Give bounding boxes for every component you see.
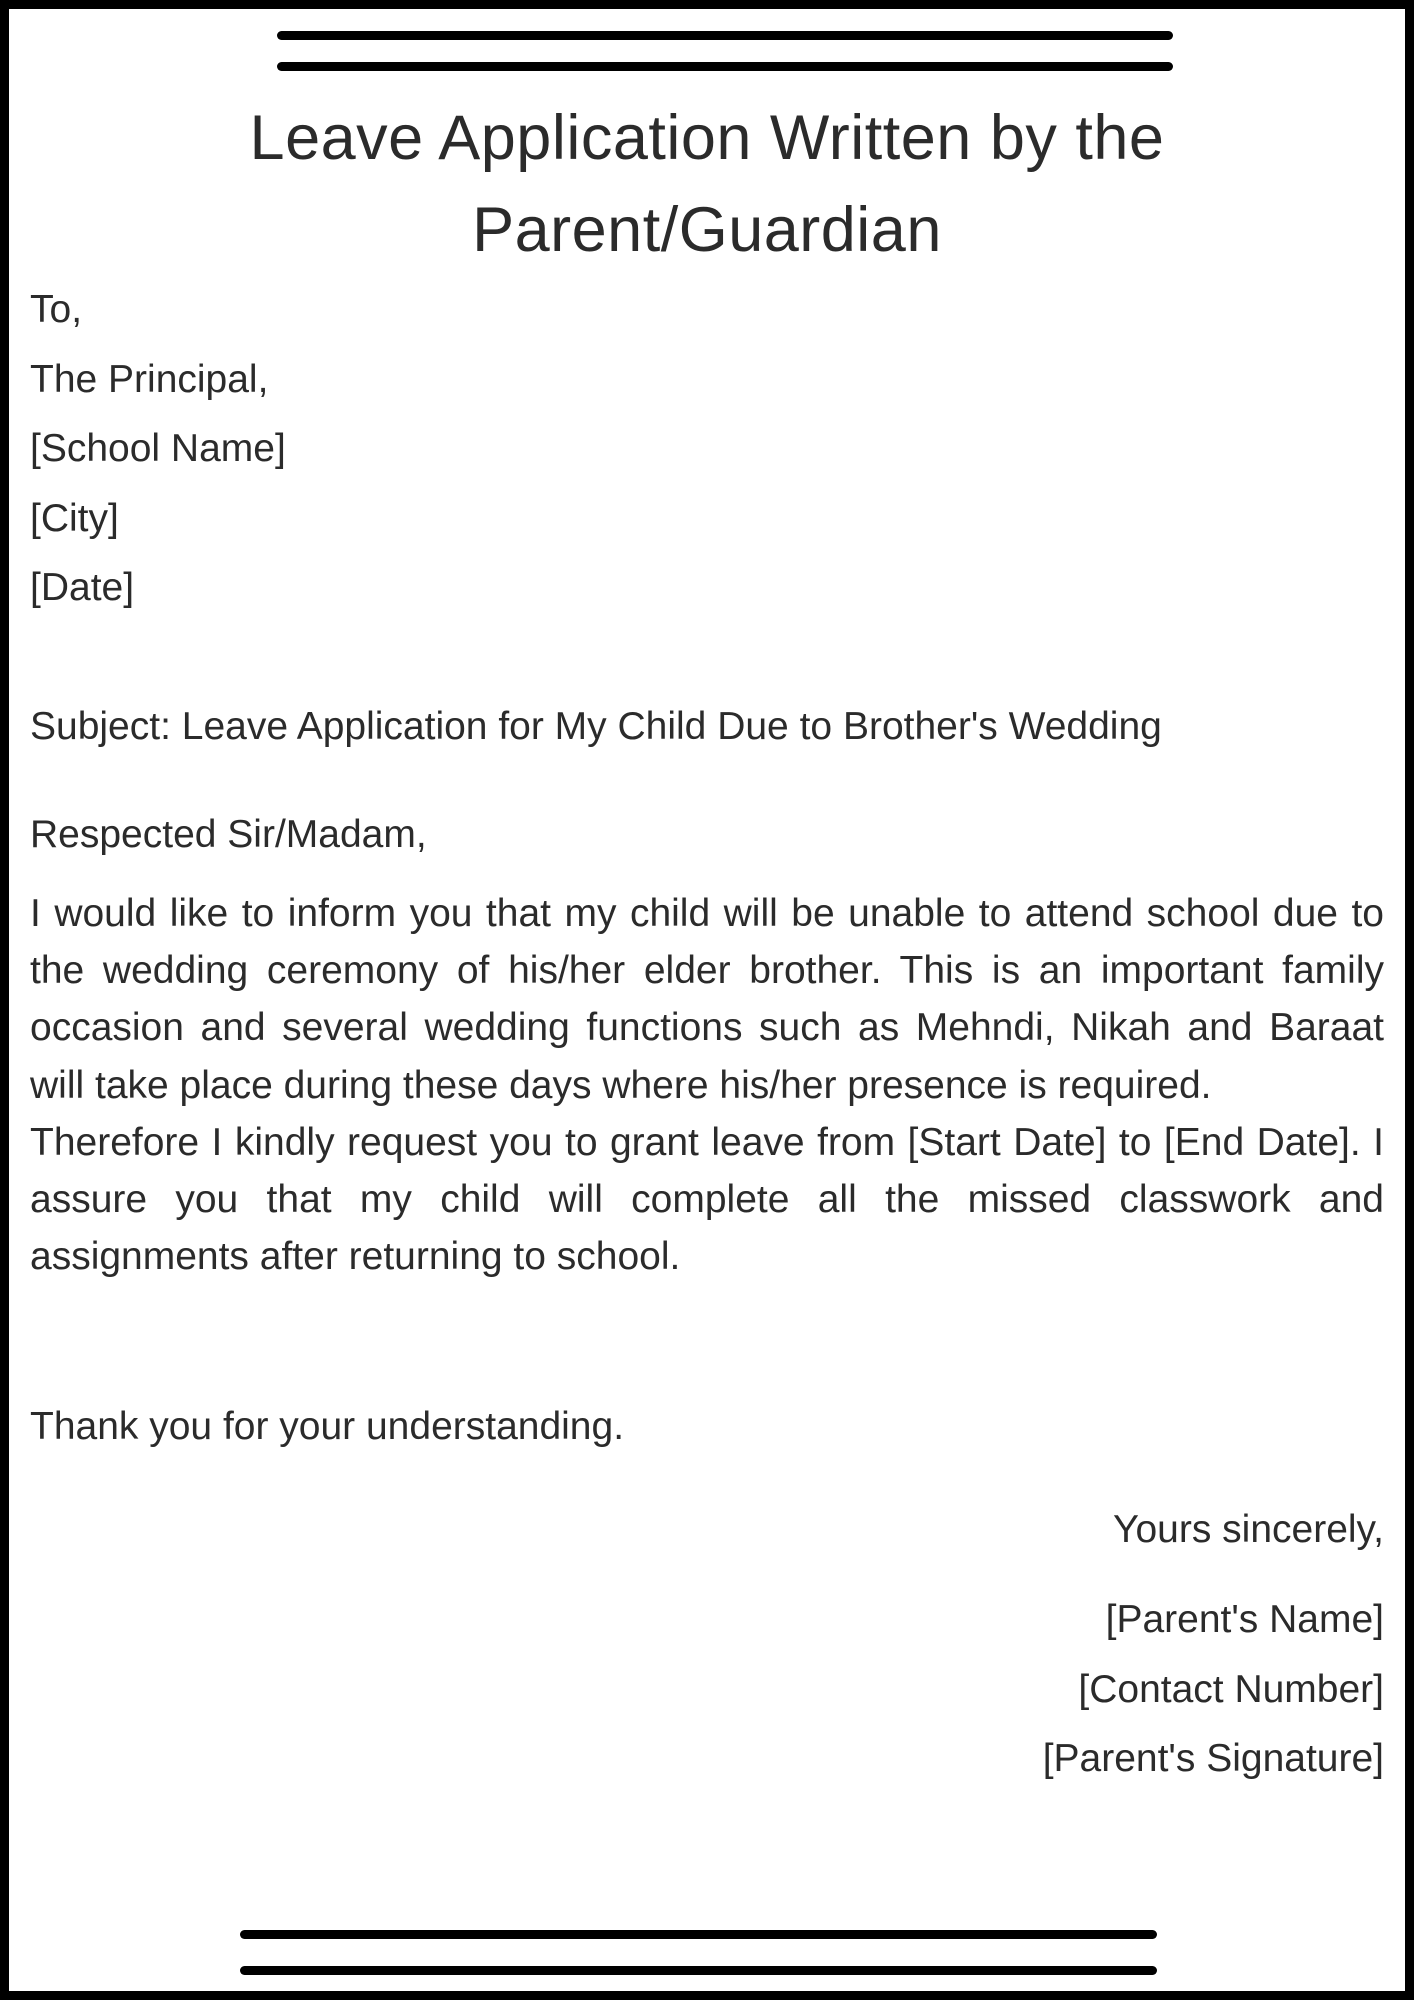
body-paragraph-1: I would like to inform you that my child will be unable to attend school due to the wedding ceremony of his/her elder brother. This is an important family occasion and several wedding functions such as Mehndi, Nikah and Baraat will take place during these days where his/her presence is required. bbox=[30, 892, 1384, 1107]
recipient-school: [School Name] bbox=[30, 427, 286, 470]
document-title bbox=[0, 92, 1414, 276]
contact-number: [Contact Number] bbox=[1078, 1667, 1384, 1711]
recipient-city: [City] bbox=[30, 496, 119, 540]
subject-line: Subject: Leave Application for My Child Due to Brother's Wedding bbox=[30, 705, 1162, 748]
signature-block bbox=[1043, 1505, 1384, 1794]
valediction: Yours sincerely, bbox=[1113, 1508, 1384, 1551]
letter-body bbox=[30, 885, 1384, 1285]
recipient-date: [Date] bbox=[30, 566, 135, 609]
closing-thanks: Thank you for your understanding. bbox=[30, 1405, 625, 1448]
parent-name: [Parent's Name] bbox=[1105, 1598, 1384, 1641]
top-decorative-rule-2 bbox=[277, 62, 1173, 71]
parent-signature: [Parent's Signature] bbox=[1042, 1737, 1384, 1780]
top-decorative-rule-1 bbox=[277, 31, 1173, 40]
bottom-decorative-rule-2 bbox=[240, 1966, 1157, 1975]
salutation: Respected Sir/Madam, bbox=[30, 813, 427, 856]
recipient-to: To, bbox=[30, 288, 83, 331]
body-paragraph-2: Therefore I kindly request you to grant leave from [Start Date] to [End Date]. I assure you that my child will complete all the missed classwork and assignments after returning to school. bbox=[30, 1120, 1384, 1279]
title-line-2: Parent/Guardian bbox=[472, 195, 942, 265]
bottom-decorative-rule-1 bbox=[240, 1930, 1157, 1939]
recipient-address bbox=[30, 275, 1384, 623]
title-line-1: Leave Application Written by the bbox=[249, 103, 1165, 173]
recipient-title: The Principal, bbox=[30, 357, 269, 401]
